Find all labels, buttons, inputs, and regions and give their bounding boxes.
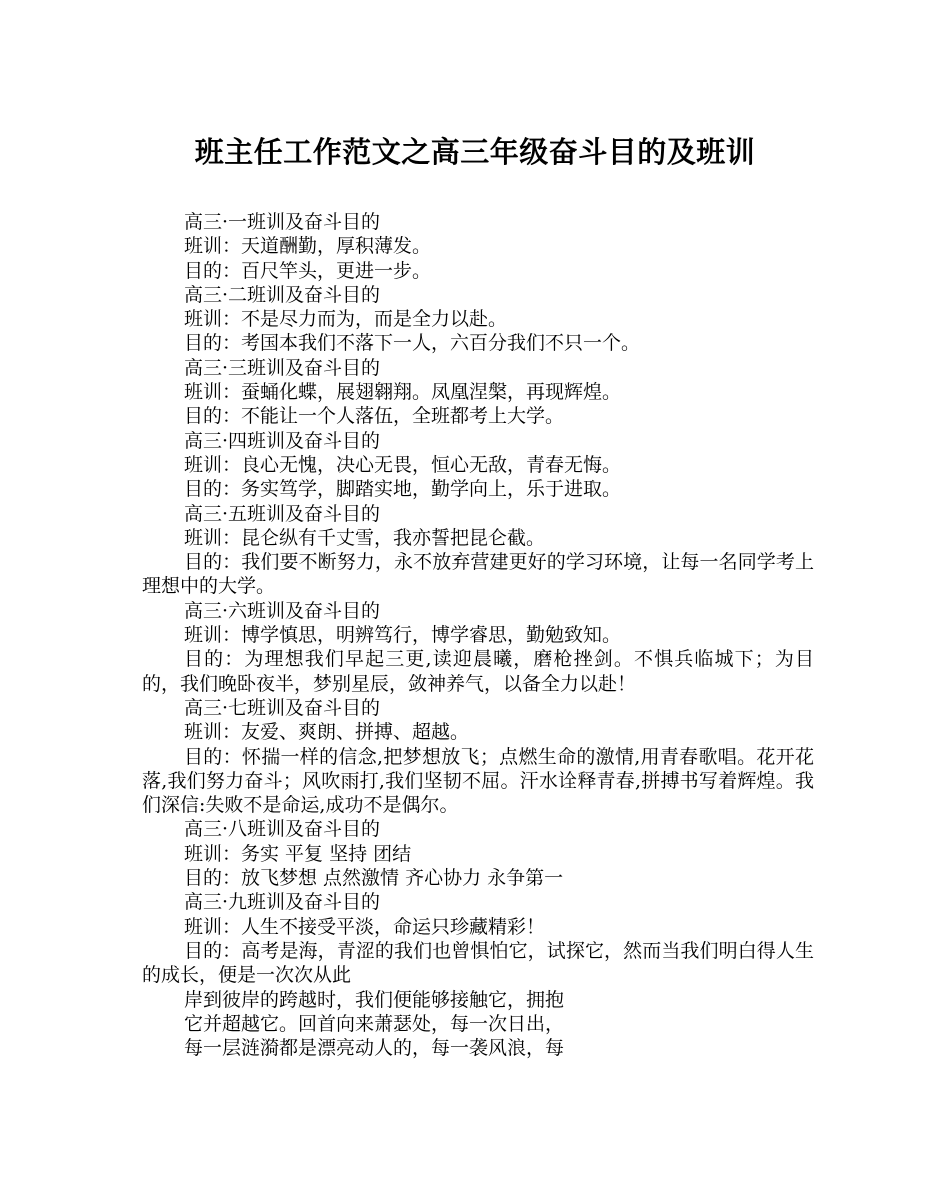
paragraph: 班训：蚕蛹化蝶，展翅翱翔。凤凰涅槃，再现辉煌。 [184, 381, 622, 404]
paragraph: 高三·四班训及奋斗目的 [184, 429, 381, 452]
paragraph: 高三·九班训及奋斗目的 [184, 891, 381, 914]
paragraph: 目的：我们要不断努力，永不放弃营建更好的学习环境，让每一名同学考上理想中的大学。 [142, 551, 814, 598]
paragraph: 班训：良心无愧，决心无畏，恒心无敌，青春无悔。 [184, 453, 622, 476]
paragraph: 目的：为理想我们早起三更,读迎晨曦，磨枪挫剑。不惧兵临城下；为目的，我们晚卧夜半，梦别星辰，敛神养气，以备全力以赴！ [142, 648, 814, 695]
paragraph: 高三·二班训及奋斗目的 [184, 283, 381, 306]
paragraph: 岸到彼岸的跨越时，我们便能够接触它，拥抱 [184, 988, 565, 1011]
paragraph: 班训：不是尽力而为，而是全力以赴。 [184, 308, 508, 331]
paragraph: 班训：务实 平复 坚持 团结 [184, 842, 412, 865]
paragraph: 班训：友爱、爽朗、拼搏、超越。 [184, 721, 470, 744]
paragraph: 班训：人生不接受平淡，命运只珍藏精彩！ [184, 915, 546, 938]
document-title: 班主任工作范文之高三年级奋斗目的及班训 [194, 135, 756, 169]
paragraph: 高三·六班训及奋斗目的 [184, 599, 381, 622]
paragraph: 目的：百尺竿头，更进一步。 [184, 259, 432, 282]
document-body [142, 210, 814, 1060]
paragraph: 目的：放飞梦想 点然激情 齐心协力 永争第一 [184, 867, 564, 890]
paragraph: 目的：不能让一个人落伍，全班都考上大学。 [184, 405, 565, 428]
paragraph: 高三·八班训及奋斗目的 [184, 818, 381, 841]
paragraph: 目的：怀揣一样的信念,把梦想放飞；点燃生命的激情,用青春歌唱。花开花落,我们努力奋斗；风吹雨打,我们坚韧不屈。汗水诠释青春,拼搏书写着辉煌。我们深信:失败不是命运,成功不是偶尔。 [142, 745, 814, 817]
paragraph: 高三·一班训及奋斗目的 [184, 211, 381, 233]
paragraph: 高三·三班训及奋斗目的 [184, 356, 381, 379]
paragraph: 它并超越它。回首向来萧瑟处，每一次日出， [184, 1012, 565, 1035]
paragraph: 班训：昆仑纵有千丈雪，我亦誓把昆仑截。 [184, 526, 546, 549]
paragraph: 目的：考国本我们不落下一人，六百分我们不只一个。 [184, 332, 641, 355]
paragraph: 高三·五班训及奋斗目的 [184, 502, 381, 525]
paragraph: 目的：务实笃学，脚踏实地，勤学向上，乐于进取。 [184, 478, 622, 501]
paragraph: 每一层涟漪都是漂亮动人的，每一袭风浪，每 [184, 1037, 565, 1060]
paragraph: 班训：天道酬勤，厚积薄发。 [184, 235, 432, 258]
paragraph: 目的：高考是海，青涩的我们也曾惧怕它，试探它，然而当我们明白得人生的成长，便是一次次从此 [142, 939, 814, 987]
paragraph: 班训：博学慎思，明辨笃行，博学睿思，勤勉致知。 [184, 624, 622, 647]
paragraph: 高三·七班训及奋斗目的 [184, 696, 381, 719]
